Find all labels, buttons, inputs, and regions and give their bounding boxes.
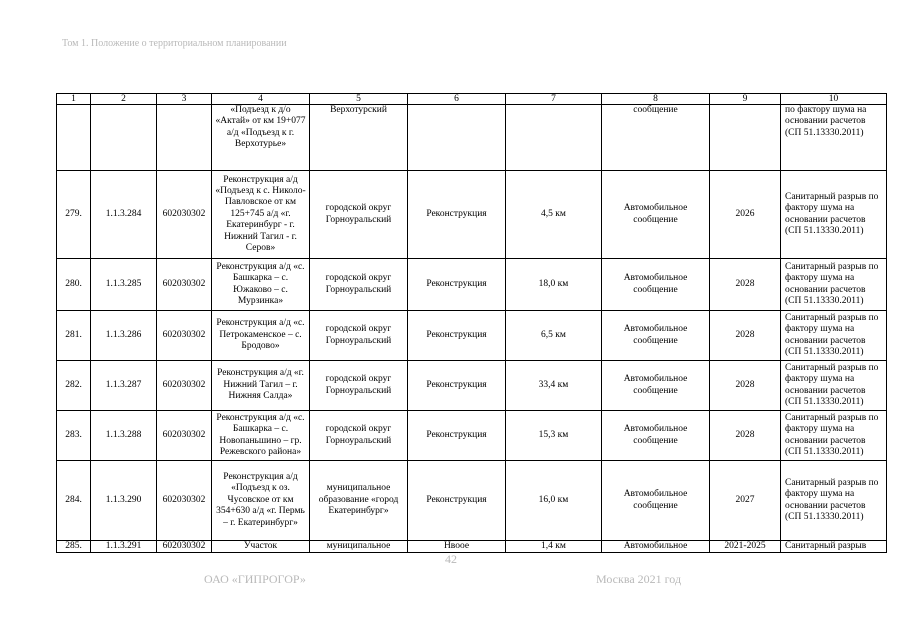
- year-cell: 2021-2025: [710, 541, 781, 553]
- running-header: Том 1. Положение о территориальном планировании: [62, 38, 287, 49]
- code-cell: 602030302: [157, 461, 212, 541]
- table-cell: [408, 105, 506, 171]
- table-cell: [157, 105, 212, 171]
- length-cell: 4,5 км: [506, 171, 602, 259]
- length-cell: 6,5 км: [506, 311, 602, 361]
- zone-cell: Санитарный разрыв: [781, 541, 887, 553]
- year-cell: 2027: [710, 461, 781, 541]
- column-header: 2: [91, 94, 157, 105]
- length-cell: 33,4 км: [506, 361, 602, 411]
- row-number-cell: 283.: [57, 411, 91, 461]
- object-name-cell: Реконструкция а/д «с. Башкарка – с. Новопаньшино – гр. Режевского района»: [212, 411, 310, 461]
- status-cell: Реконструкция: [408, 361, 506, 411]
- zone-cell: Санитарный разрыв по фактору шума на основании расчетов (СП 51.13330.2011): [781, 311, 887, 361]
- footer-organization: ОАО «ГИПРОГОР»: [204, 572, 306, 586]
- purpose-cell: Автомобильное сообщение: [602, 171, 710, 259]
- zone-cell: по фактору шума на основании расчетов (СП 51.13330.2011): [781, 105, 887, 171]
- table-row: [57, 411, 887, 461]
- length-cell: 18,0 км: [506, 259, 602, 311]
- municipality-cell: городской округ Горноуральский: [310, 361, 408, 411]
- zone-cell: Санитарный разрыв по фактору шума на основании расчетов (СП 51.13330.2011): [781, 411, 887, 461]
- object-name-cell: Реконструкция а/д «г. Нижний Тагил – г. Нижняя Салда»: [212, 361, 310, 411]
- footer-city-year: Москва 2021 год: [596, 572, 682, 586]
- code-cell: 602030302: [157, 171, 212, 259]
- zone-cell: Санитарный разрыв по фактору шума на основании расчетов (СП 51.13330.2011): [781, 461, 887, 541]
- column-header: 6: [408, 94, 506, 105]
- id-cell: 1.1.3.286: [91, 311, 157, 361]
- table-row: [57, 311, 887, 361]
- status-cell: Реконструкция: [408, 311, 506, 361]
- purpose-cell: Автомобильное сообщение: [602, 311, 710, 361]
- year-cell: 2026: [710, 171, 781, 259]
- purpose-cell: Автомобильное сообщение: [602, 361, 710, 411]
- table-row: [57, 461, 887, 541]
- length-cell: 15,3 км: [506, 411, 602, 461]
- object-name-cell: Участок: [212, 541, 310, 553]
- purpose-cell: Автомобильное сообщение: [602, 411, 710, 461]
- table-cell: [506, 105, 602, 171]
- status-cell: Реконструкция: [408, 461, 506, 541]
- object-name-cell: Реконструкция а/д «Подъезд к с. Николо-Павловское от км 125+745 а/д «г. Екатеринбург - г. Нижний Тагил - г. Серов»: [212, 171, 310, 259]
- municipality-cell: Верхотурский: [310, 105, 408, 171]
- table-row: [57, 361, 887, 411]
- code-cell: 602030302: [157, 411, 212, 461]
- municipality-cell: городской округ Горноуральский: [310, 311, 408, 361]
- planning-table: [56, 93, 887, 553]
- year-cell: 2028: [710, 411, 781, 461]
- table-row-continued: [57, 105, 887, 171]
- table-cell: [91, 105, 157, 171]
- municipality-cell: муниципальное: [310, 541, 408, 553]
- column-header: 9: [710, 94, 781, 105]
- purpose-cell: Автомобильное: [602, 541, 710, 553]
- status-cell: Нвоое: [408, 541, 506, 553]
- id-cell: 1.1.3.285: [91, 259, 157, 311]
- table-row: [57, 259, 887, 311]
- status-cell: Реконструкция: [408, 259, 506, 311]
- code-cell: 602030302: [157, 259, 212, 311]
- year-cell: 2028: [710, 361, 781, 411]
- length-cell: 1,4 км: [506, 541, 602, 553]
- municipality-cell: городской округ Горноуральский: [310, 411, 408, 461]
- municipality-cell: муниципальное образование «город Екатеринбург»: [310, 461, 408, 541]
- row-number-cell: 284.: [57, 461, 91, 541]
- object-name-cell: Реконструкция а/д «с. Петрокаменское – с. Бродово»: [212, 311, 310, 361]
- column-header: 8: [602, 94, 710, 105]
- zone-cell: Санитарный разрыв по фактору шума на основании расчетов (СП 51.13330.2011): [781, 171, 887, 259]
- page-number: 42: [445, 552, 457, 566]
- column-header: 10: [781, 94, 887, 105]
- row-number-cell: 281.: [57, 311, 91, 361]
- id-cell: 1.1.3.288: [91, 411, 157, 461]
- code-cell: 602030302: [157, 311, 212, 361]
- municipality-cell: городской округ Горноуральский: [310, 171, 408, 259]
- zone-cell: Санитарный разрыв по фактору шума на основании расчетов (СП 51.13330.2011): [781, 259, 887, 311]
- purpose-cell: Автомобильное сообщение: [602, 259, 710, 311]
- status-cell: Реконструкция: [408, 411, 506, 461]
- zone-cell: Санитарный разрыв по фактору шума на основании расчетов (СП 51.13330.2011): [781, 361, 887, 411]
- row-number-cell: 282.: [57, 361, 91, 411]
- column-header: 7: [506, 94, 602, 105]
- object-name-cell: Реконструкция а/д «с. Башкарка – с. Южаково – с. Мурзинка»: [212, 259, 310, 311]
- row-number-cell: 279.: [57, 171, 91, 259]
- id-cell: 1.1.3.287: [91, 361, 157, 411]
- id-cell: 1.1.3.291: [91, 541, 157, 553]
- object-name-cell: Реконструкция а/д «Подъезд к оз. Чусовское от км 354+630 а/д «г. Пермь – г. Екатеринбург»: [212, 461, 310, 541]
- table-header-row: [57, 94, 887, 105]
- year-cell: 2028: [710, 259, 781, 311]
- purpose-cell: сообщение: [602, 105, 710, 171]
- code-cell: 602030302: [157, 541, 212, 553]
- table-cell: [57, 105, 91, 171]
- length-cell: 16,0 км: [506, 461, 602, 541]
- column-header: 5: [310, 94, 408, 105]
- object-name-cell: «Подъезд к д/о «Актай» от км 19+077 а/д «Подъезд к г. Верхотурье»: [212, 105, 310, 171]
- row-number-cell: 280.: [57, 259, 91, 311]
- id-cell: 1.1.3.284: [91, 171, 157, 259]
- column-header: 3: [157, 94, 212, 105]
- id-cell: 1.1.3.290: [91, 461, 157, 541]
- table-cell: [710, 105, 781, 171]
- table-row: [57, 171, 887, 259]
- year-cell: 2028: [710, 311, 781, 361]
- row-number-cell: 285.: [57, 541, 91, 553]
- municipality-cell: городской округ Горноуральский: [310, 259, 408, 311]
- column-header: 1: [57, 94, 91, 105]
- code-cell: 602030302: [157, 361, 212, 411]
- status-cell: Реконструкция: [408, 171, 506, 259]
- table-row-cut: [57, 541, 887, 553]
- column-header: 4: [212, 94, 310, 105]
- purpose-cell: Автомобильное сообщение: [602, 461, 710, 541]
